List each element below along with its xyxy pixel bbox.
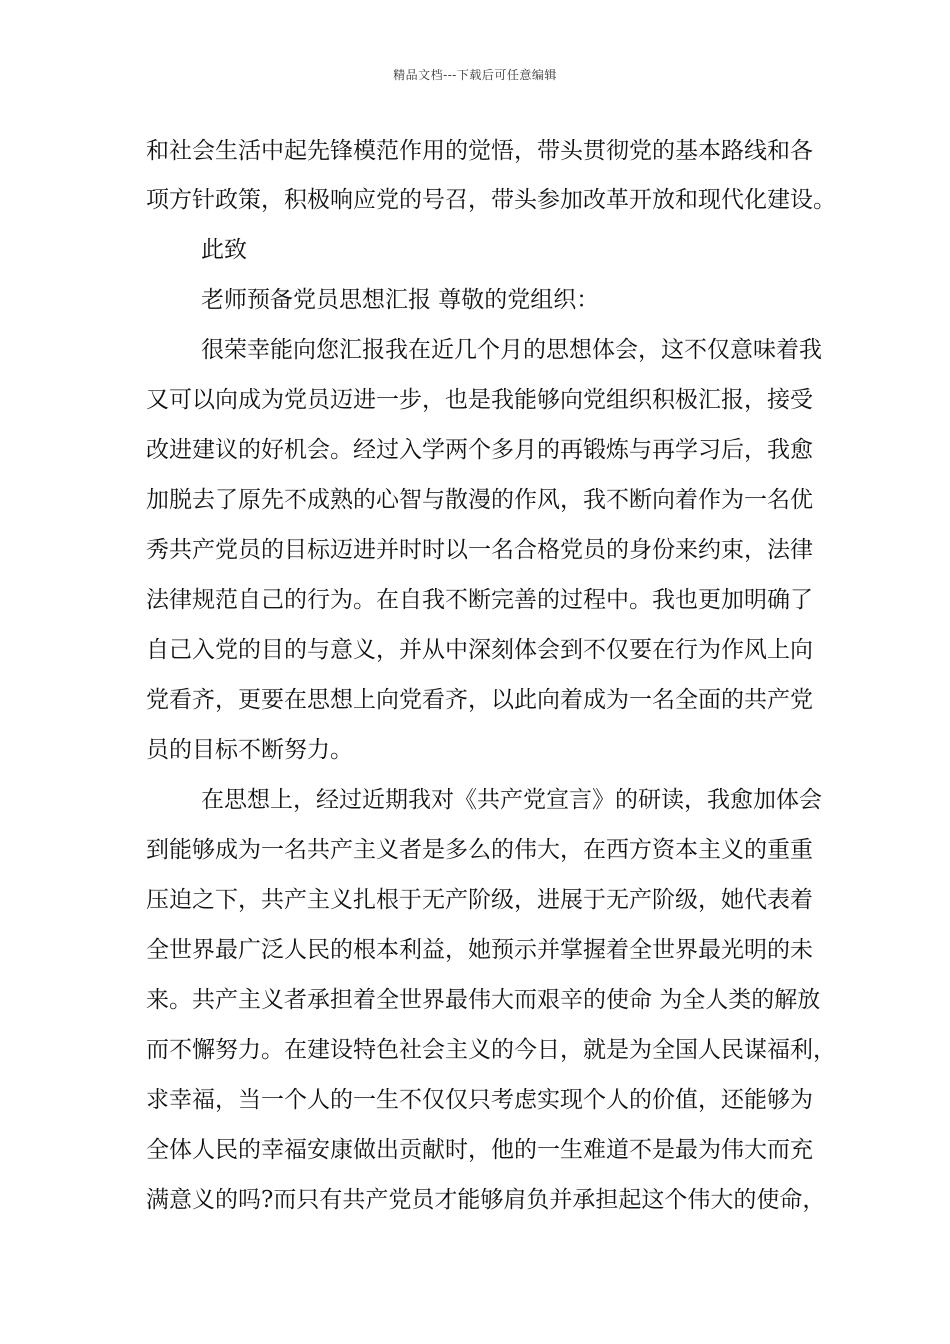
- text-line: 自己入党的目的与意义，并从中深刻体会到不仅要在行为作风上向: [146, 637, 813, 663]
- text-line: 加脱去了原先不成熟的心智与散漫的作风，我不断向着作为一名优: [146, 487, 813, 513]
- text-line: 又可以向成为党员迈进一步，也是我能够向党组织积极汇报，接受: [146, 387, 813, 413]
- text-line: 满意义的吗?而只有共产党员才能够肩负并承担起这个伟大的使命，: [146, 1187, 826, 1213]
- text-line: 此致: [201, 237, 247, 263]
- text-line: 求幸福，当一个人的一生不仅仅只考虑实现个人的价值，还能够为: [146, 1087, 813, 1113]
- text-line: 在思想上，经过近期我对《共产党宣言》的研读，我愈加体会: [201, 787, 822, 813]
- text-line: 全体人民的幸福安康做出贡献时，他的一生难道不是最为伟大而充: [146, 1137, 813, 1163]
- text-line: 全世界最广泛人民的根本利益，她预示并掌握着全世界最光明的未: [146, 937, 813, 963]
- text-line: 到能够成为一名共产主义者是多么的伟大，在西方资本主义的重重: [146, 837, 813, 863]
- text-line: 压迫之下，共产主义扎根于无产阶级，进展于无产阶级，她代表着: [146, 887, 813, 913]
- text-line: 来。共产主义者承担着全世界最伟大而艰辛的使命 为全人类的解放: [146, 987, 821, 1013]
- text-line: 项方针政策，积极响应党的号召，带头参加改革开放和现代化建设。: [146, 187, 836, 213]
- text-line: 党看齐，更要在思想上向党看齐，以此向着成为一名全面的共产党: [146, 687, 813, 713]
- text-line: 改进建议的好机会。经过入学两个多月的再锻炼与再学习后，我愈: [146, 437, 813, 463]
- text-line: 而不懈努力。在建设特色社会主义的今日，就是为全国人民谋福利，: [146, 1037, 836, 1063]
- text-line: 员的目标不断努力。: [146, 737, 353, 763]
- text-line: 很荣幸能向您汇报我在近几个月的思想体会，这不仅意味着我: [201, 337, 822, 363]
- page-header: 精品文档---下载后可任意编辑: [393, 68, 557, 82]
- text-line: 秀共产党员的目标迈进并时时以一名合格党员的身份来约束，法律: [146, 537, 813, 563]
- text-line: 法律规范自己的行为。在自我不断完善的过程中。我也更加明确了: [146, 587, 813, 613]
- text-line: 和社会生活中起先锋模范作用的觉悟，带头贯彻党的基本路线和各: [146, 138, 813, 164]
- text-line: 老师预备党员思想汇报 尊敬的党组织：: [201, 287, 600, 313]
